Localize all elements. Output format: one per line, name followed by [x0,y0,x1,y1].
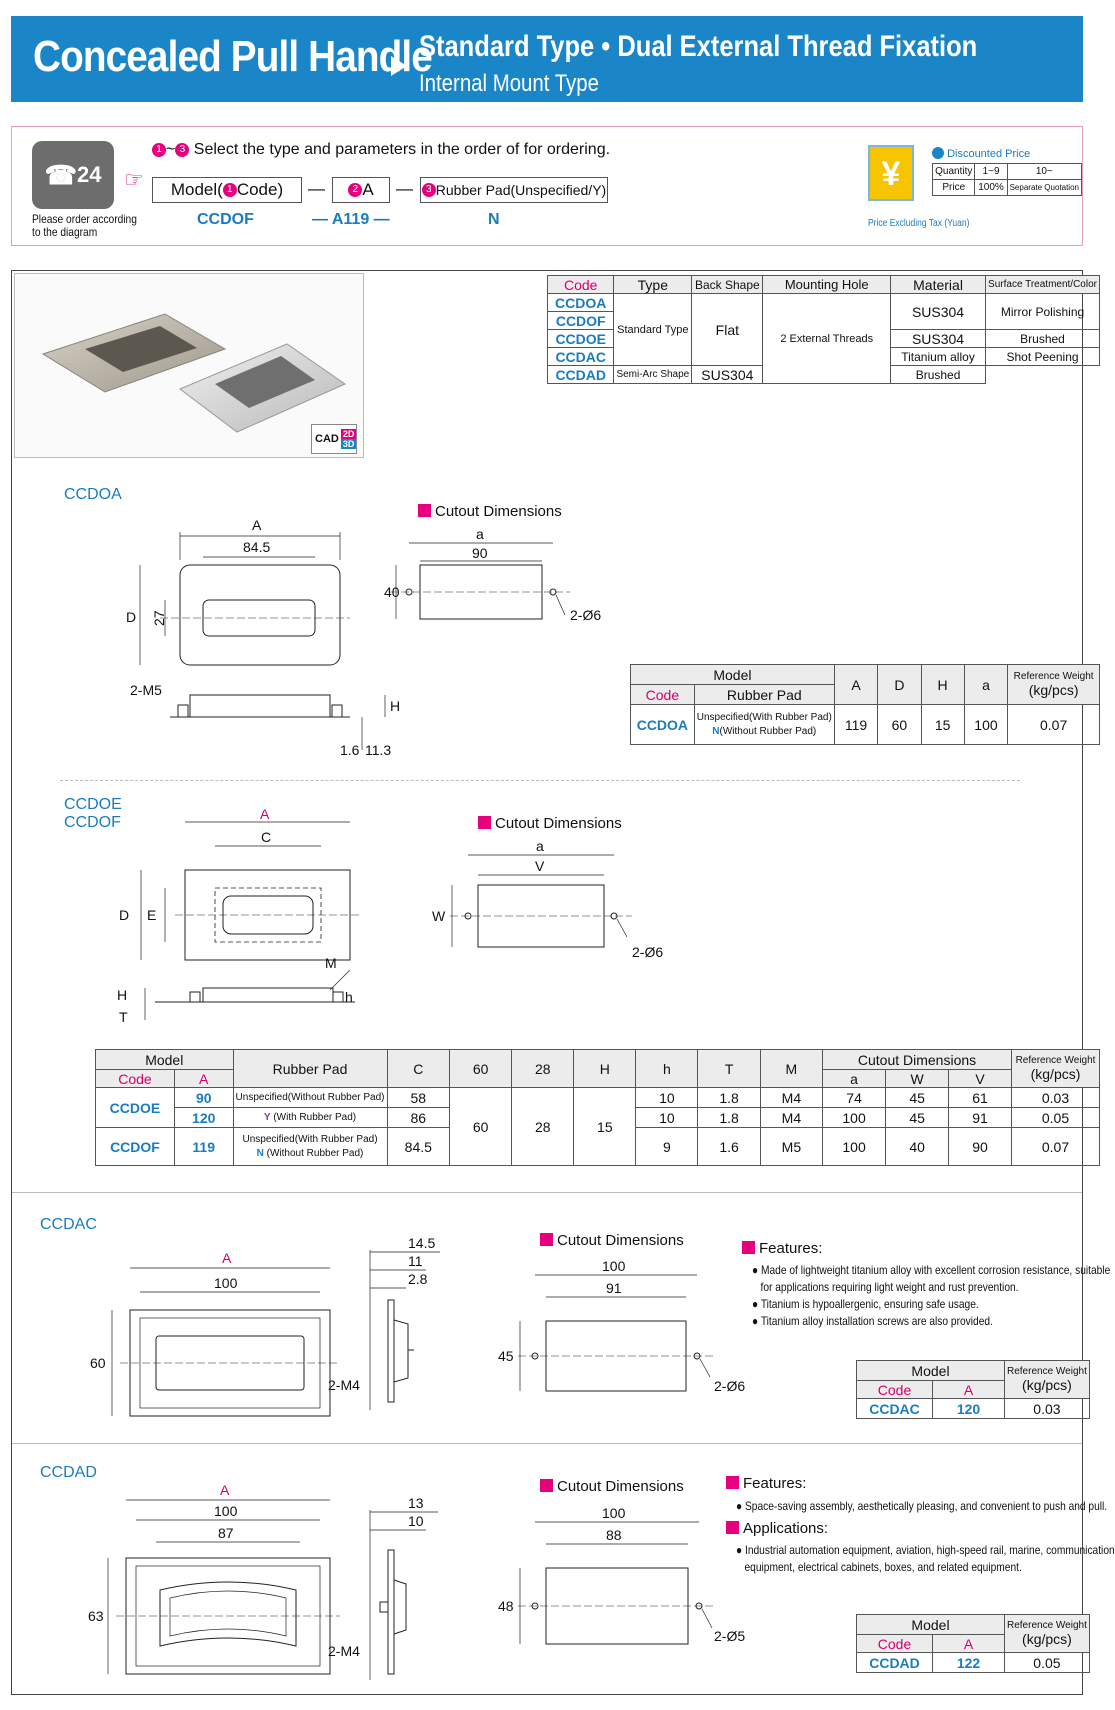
dim-c91: 91 [606,1280,622,1296]
t-A: A [174,1070,233,1088]
dim-A: A [220,1482,230,1498]
t-r1-M: M4 [760,1088,822,1108]
t-V: V [949,1070,1012,1088]
t-va: 100 [964,705,1007,745]
ccdoe-cutout-drawing [432,835,672,975]
ccdac-side-plate [388,1300,394,1402]
t-a119: 119 [174,1128,233,1166]
dim-13: 13 [408,1495,424,1511]
dim-c48: 48 [498,1598,514,1614]
features-list-ccdad [736,1498,1107,1515]
dim-2-m4: 2-M4 [328,1377,360,1393]
t-weight: Reference Weight [1007,1620,1087,1631]
t-row-code: CCDOA [631,705,695,745]
feature-item [752,1279,1110,1296]
spec-type: Standard Type [614,294,692,366]
application-item [736,1559,1115,1576]
spec-mat: Titanium alloy [891,348,986,366]
dim-hole: 2-Ø6 [632,944,664,960]
yen-icon: ¥ [868,145,914,201]
dim-11: 11 [408,1253,423,1269]
ccdad-recess [160,1582,296,1646]
section-label-ccdad: CCDAD [40,1464,97,1481]
t-r1-T: 1.8 [698,1088,760,1108]
spec-code: CCDAC [548,348,614,366]
ccdac-drawing [90,1250,350,1425]
t-T: T [698,1050,760,1088]
dim-a: a [476,526,484,542]
spec-h-surface: Surface Treatment/Color [986,276,1100,294]
t-unit: (kg/pcs) [1030,1066,1081,1082]
t-weight: Reference Weight [1015,1055,1096,1066]
dim-2-8: 2.8 [408,1271,428,1287]
t-padY: Y [263,1112,271,1123]
t-vA: 119 [834,705,877,745]
t-vw: 0.03 [1005,1399,1090,1419]
spec-surf: Brushed [986,330,1100,348]
t-model: Model [857,1361,1005,1381]
box3-label: Rubber Pad(Unspecified/Y) [435,182,607,198]
t-r2-w: 0.05 [1012,1108,1100,1128]
features-title-ccdad [726,1475,806,1492]
box1-mark: 1 [223,183,237,197]
dim-84-5: 84.5 [243,539,271,555]
ccdad-side-recess [394,1580,406,1634]
qty1: 1~9 [975,164,1007,180]
dim-V: V [535,858,545,874]
cad-label: CAD [315,433,339,445]
box2-label: A [362,180,374,199]
t-r3-a: 100 [823,1128,886,1166]
t-pad: Rubber Pad [694,685,834,705]
t-r3-T: 1.6 [698,1128,760,1166]
step-mark-1: 1 [152,143,166,157]
ccdad-table [856,1614,1090,1673]
t-padN: N [256,1147,264,1159]
t-r3-M: M5 [760,1128,822,1166]
t-H: H [921,665,964,705]
spec-table [547,275,1100,384]
dim-A: A [222,1250,232,1266]
t-code: Code [631,685,695,705]
t-code-e: CCDOE [96,1088,175,1128]
t-vD: 60 [878,705,921,745]
phone-24-icon: ☎ 24 [32,141,114,209]
dim-100: 100 [214,1503,238,1519]
ccdoe-side [203,988,333,1002]
order-panel [11,126,1083,246]
dot-icon [932,147,944,159]
t-weight: Reference Weight [1013,671,1094,682]
square-icon [726,1476,739,1489]
t-r1-h: 10 [636,1088,698,1108]
cutout-text: Cutout Dimensions [557,1232,684,1249]
dim-c88: 88 [606,1527,622,1543]
t-code-f: CCDOF [96,1128,175,1166]
divider [12,1192,1082,1193]
dim-W: W [432,908,446,924]
t-r2-V: 91 [949,1108,1012,1128]
spec-h-material: Material [891,276,986,294]
discount-title [932,147,1030,160]
t-D: D [878,665,921,705]
box1-pre: Model( [170,180,223,199]
section-label-ccdoa: CCDOA [64,486,122,503]
price1: 100% [975,180,1007,196]
spec-back-flat: Flat [692,294,763,366]
t-r2-M: M4 [760,1108,822,1128]
dim-C: C [261,829,272,845]
t-r1-V: 61 [949,1088,1012,1108]
applications-list [736,1542,1115,1576]
page-subtitle: Standard Type • Dual External Thread Fixation [419,30,978,63]
dim-D: D [119,907,130,923]
cad-badge[interactable] [311,424,357,454]
t-vw: 0.07 [1008,705,1100,745]
dim-hole: 2-Ø5 [714,1628,746,1644]
t-row-code: CCDAC [857,1399,933,1419]
t-W: W [886,1070,949,1088]
dim-11-3: 11.3 [365,742,392,758]
features-title-text: Features: [759,1240,823,1257]
feature-text: for applications requiring light weight and rust prevention. [760,1280,1019,1294]
square-icon [726,1521,739,1534]
ccdoa-stud-l [178,705,188,717]
dim-87: 87 [218,1525,234,1541]
t-D: 60 [450,1050,512,1088]
cutout-title-ccdac [540,1232,684,1249]
feature-text: Titanium alloy installation screws are also provided. [760,1314,993,1328]
divider [60,780,1020,781]
box2-mark: 2 [348,183,362,197]
t-model: Model [631,665,835,685]
cutout-title-ccdoe [478,815,622,832]
box3-mark: 3 [422,183,436,197]
applications-title [726,1520,828,1537]
dim-c100: 100 [602,1258,626,1274]
dim-2-m4: 2-M4 [328,1643,360,1659]
spec-mat: SUS304 [692,366,763,384]
order-dash-1: — [308,179,325,198]
cutout-text: Cutout Dimensions [435,503,562,520]
t-model: Model [96,1050,234,1070]
price-note: Price Excluding Tax (Yuan) [868,218,970,229]
t-a90: 90 [174,1088,233,1108]
dim-hole: 2-Ø6 [714,1378,746,1394]
ccdoa-table [630,664,1100,745]
dim-2-m5: 2-M5 [130,682,162,698]
t-pad-e2: (With Rubber Pad) [273,1112,357,1123]
dim-A: A [252,517,262,533]
t-vw: 0.05 [1005,1653,1090,1673]
ccdoa-cutout-drawing [380,525,630,655]
spec-surf: Mirror Polishing [986,294,1100,330]
features-title-ccdac [742,1240,822,1257]
t-A: A [933,1635,1005,1653]
ccdoa-stud-r [332,705,342,717]
dim-14-5: 14.5 [408,1235,436,1251]
t-r2-C: 86 [387,1108,450,1128]
spec-code: CCDOF [548,312,614,330]
order-box-a [332,177,390,203]
t-unit: (kg/pcs) [1022,1377,1072,1393]
example-n: N [488,211,500,228]
section-label-ccdof: CCDOF [64,814,121,831]
square-icon [540,1479,553,1492]
cutout-title-ccdad [540,1478,684,1495]
feature-item: ● Titanium alloy installation screws are also provided. [752,1314,993,1328]
t-A: A [933,1381,1005,1399]
t-r3-W: 40 [886,1128,949,1166]
spec-back-semi: Semi-Arc Shape [614,366,692,384]
t-weight: Reference Weight [1007,1366,1087,1377]
ccdoa-side [190,695,330,717]
features-list-ccdac [752,1262,1110,1330]
divider [12,1443,1082,1444]
t-a: a [964,665,1007,705]
t-r1-a: 74 [823,1088,886,1108]
t-E: 28 [512,1050,574,1088]
dim-A: A [260,806,270,822]
spec-mat: SUS304 [891,330,986,348]
arrow-right-icon [391,56,407,76]
dim-E: E [147,907,157,923]
cutout-text: Cutout Dimensions [495,815,622,832]
t-C: C [387,1050,450,1088]
t-r2-W: 45 [886,1108,949,1128]
ccdad-side-plate [388,1550,394,1674]
dim-D: D [126,609,137,625]
t-pad1: Unspecified(With Rubber Pad) [696,711,832,723]
dim-M: M [325,955,337,971]
t-r2-T: 1.8 [698,1108,760,1128]
order-box-model [152,177,302,203]
section-label-ccdac: CCDAC [40,1216,97,1233]
dim-T: T [119,1009,128,1025]
cad-3d[interactable]: 3D [342,439,355,449]
feature-text: Titanium is hypoallergenic, ensuring safe usage. [760,1297,979,1311]
t-cut: Cutout Dimensions [823,1050,1012,1070]
t-model: Model [857,1615,1005,1635]
ccdac-cutout-drawing [498,1255,746,1415]
t-pad: Rubber Pad [233,1050,387,1088]
cutout-text: Cutout Dimensions [557,1478,684,1495]
ccdoe-table [95,1049,1100,1166]
ccdad-drawing [90,1478,350,1688]
order-instruction: 1 ~ 3 Select the type and parameters in the order of for ordering. [152,141,610,159]
t-pad-f2: (Without Rubber Pad) [266,1147,364,1159]
qty-label: Quantity [933,164,975,180]
feature-item: ● Space-saving assembly, aesthetically pleasing, and convenient to push and pull. [736,1499,1108,1513]
dim-a: a [536,838,544,854]
t-M: M [760,1050,822,1088]
t-r3-V: 90 [949,1128,1012,1166]
ccdad-side-drawing [328,1490,490,1690]
feature-item: ● Made of lightweight titanium alloy with excellent corrosion resistance, suitable [752,1263,1111,1277]
spec-h-back: Back Shape [692,276,763,294]
ccdoe-drawing [115,806,395,1040]
spec-hole: 2 External Threads [763,294,891,384]
dim-c100: 100 [602,1505,626,1521]
t-r1-w: 0.03 [1012,1088,1100,1108]
ccdac-side-drawing [328,1230,490,1420]
t-vA: 120 [933,1399,1005,1419]
t-r2-h: 10 [636,1108,698,1128]
t-row-code: CCDAD [857,1653,933,1673]
order-box-pad [420,177,608,203]
dim-27: 27 [151,610,167,626]
t-a: a [823,1070,886,1088]
dim-H: H [117,987,128,1003]
t-vA: 122 [933,1653,1005,1673]
order-note: Please order according to the diagram [32,212,137,239]
t-r3-C: 84.5 [387,1128,450,1166]
t-code: Code [857,1635,933,1653]
price-table [932,163,1082,196]
section-label-ccdoe: CCDOE [64,796,122,813]
dim-hole: 2-Ø6 [570,607,602,623]
box1-post: Code) [236,180,284,199]
applications-title-text: Applications: [743,1520,829,1537]
price-label: Price [933,180,975,196]
pointing-hand-icon: ☞ [124,167,144,192]
step-mark-3: 3 [175,143,189,157]
t-pad-f1: Unspecified(With Rubber Pad) [242,1133,378,1145]
square-icon [540,1233,553,1246]
spec-surf: Shot Peening [986,348,1100,366]
application-text: Industrial automation equipment, aviation, high-speed rail, marine, communication [745,1543,1115,1557]
application-text: equipment, electrical cabinets, boxes, and related equipment. [744,1560,1022,1574]
t-vE: 28 [512,1088,574,1166]
t-vH: 15 [921,705,964,745]
spec-mat: SUS304 [891,294,986,330]
t-vH: 15 [574,1088,636,1166]
page-title: Concealed Pull Handle [33,32,432,81]
t-a120: 120 [174,1108,233,1128]
feature-item: ● Titanium is hypoallergenic, ensuring safe usage. [752,1297,979,1311]
dim-63: 63 [88,1608,104,1624]
dim-h: h [345,989,353,1005]
t-r1-C: 58 [387,1088,450,1108]
instruction-text: Select the type and parameters in the order of for ordering. [193,141,611,158]
spec-h-hole: Mounting Hole [763,276,891,294]
t-code: Code [857,1381,933,1399]
discount-title-text: Discounted Price [947,148,1031,160]
dim-1-6: 1.6 [340,742,360,758]
dim-c45: 45 [498,1348,514,1364]
t-code: Code [96,1070,175,1088]
dim-H: H [390,698,401,714]
price2: Separate Quotation [1007,180,1081,196]
dim-90: 90 [472,545,488,561]
t-unit: (kg/pcs) [1022,1631,1072,1647]
product-photo [14,273,364,458]
example-a: — A119 — [312,211,390,228]
t-padN: N [712,725,720,737]
phone-24-text: 24 [76,162,102,187]
dim-60: 60 [90,1355,106,1371]
ccdoa-outline [180,565,340,665]
t-unit: (kg/pcs) [1028,682,1079,698]
ccdac-table [856,1360,1090,1419]
square-icon [742,1241,755,1254]
t-r3-h: 9 [636,1128,698,1166]
t-pad-e1: Unspecified(Without Rubber Pad) [233,1088,387,1108]
t-r2-a: 100 [823,1108,886,1128]
cad-2d[interactable]: 2D [342,429,355,439]
feature-text: Made of lightweight titanium alloy with excellent corrosion resistance, suitable [761,1263,1111,1277]
spec-code: CCDOE [548,330,614,348]
feature-text: Space-saving assembly, aesthetically pleasing, and convenient to push and pull. [745,1499,1108,1513]
spec-code: CCDOA [548,294,614,312]
t-h: h [636,1050,698,1088]
ccdac-side-recess [394,1320,408,1382]
order-dash-2: — [396,179,413,198]
page-header [11,16,1083,102]
t-r3-w: 0.07 [1012,1128,1100,1166]
page-subtitle-2: Internal Mount Type [419,70,599,97]
t-vD: 60 [450,1088,512,1166]
spec-surf: Brushed [891,366,986,384]
spec-code: CCDAD [548,366,614,384]
dim-100: 100 [214,1275,238,1291]
qty2: 10~ [1007,164,1081,180]
dim-10: 10 [408,1513,424,1529]
ccdad-cutout-drawing [498,1500,746,1670]
t-A: A [834,665,877,705]
t-pad2: (Without Rubber Pad) [719,725,817,737]
example-code: CCDOF [197,211,254,228]
square-icon [478,816,491,829]
t-H: H [574,1050,636,1088]
t-r1-W: 45 [886,1088,949,1108]
spec-h-code: Code [548,276,614,294]
features-title-text: Features: [743,1475,807,1492]
application-item: ● Industrial automation equipment, aviation, high-speed rail, marine, communication [736,1543,1115,1557]
spec-h-type: Type [614,276,692,294]
dim-40: 40 [384,584,400,600]
